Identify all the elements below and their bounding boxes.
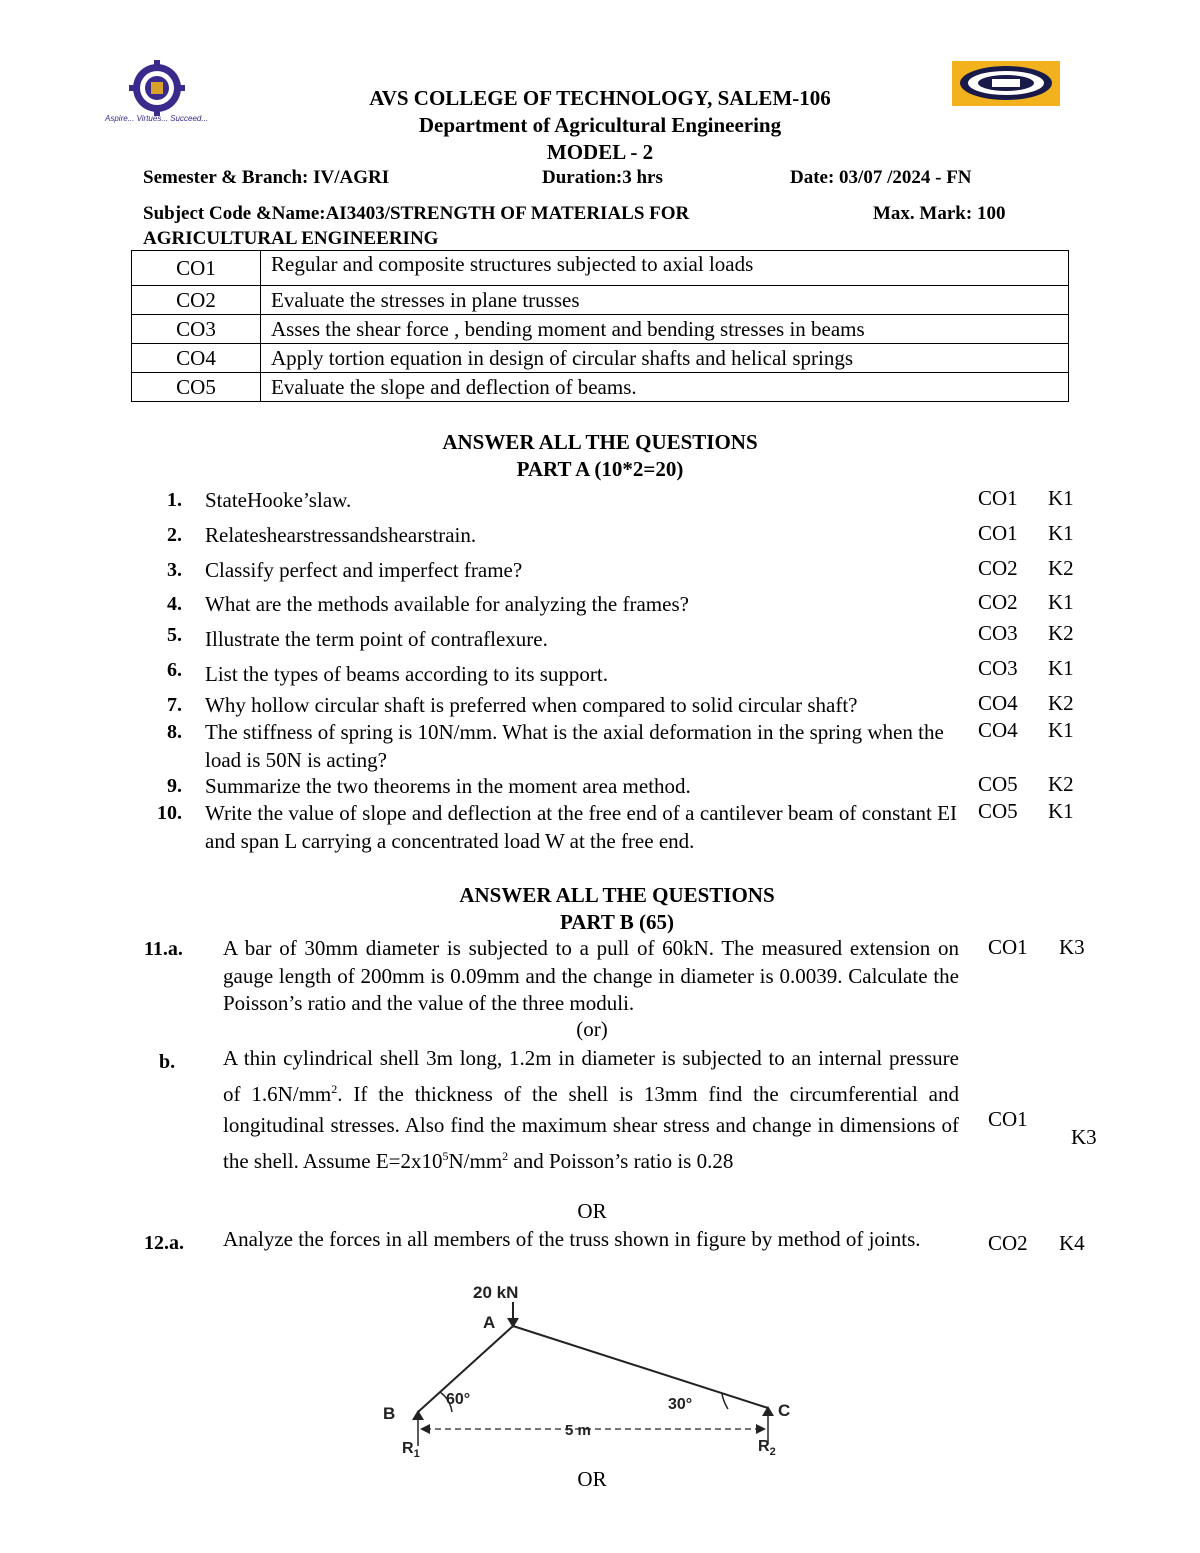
- superscript: 5: [442, 1149, 449, 1163]
- co-code: CO1: [132, 251, 261, 286]
- knowledge-level: K1: [1048, 486, 1074, 510]
- knowledge-level: K1: [1048, 799, 1074, 823]
- course-outcomes-table: [131, 250, 1069, 402]
- question-number: 1.: [167, 489, 182, 511]
- co-code: CO5: [132, 373, 261, 402]
- reaction-subscript: 2: [769, 1446, 776, 1458]
- question-text: A bar of 30mm diameter is subjected to a pull of 60kN. The measured extension on gauge length of 200mm is 0.09mm and the change in diameter is 0.0039. Calculate the Poisson’s ratio and the value of the three moduli.: [223, 936, 959, 1015]
- question-number: 9.: [167, 775, 182, 797]
- question-text: List the types of beams according to its support.: [205, 662, 609, 686]
- question-text-part: N/mm: [448, 1149, 503, 1173]
- co-description: Evaluate the slope and deflection of beams.: [261, 373, 1069, 402]
- question-text: The stiffness of spring is 10N/mm. What is the axial deformation in the spring when the load is 50N is acting?: [205, 720, 944, 772]
- exam-name: MODEL - 2: [546, 140, 654, 164]
- co-row: [132, 251, 1069, 286]
- co-mapping: CO1: [988, 1107, 1028, 1131]
- question-text: Analyze the forces in all members of the truss shown in figure by method of joints.: [223, 1227, 921, 1251]
- co-mapping: CO3: [978, 621, 1018, 645]
- knowledge-level: K2: [1048, 556, 1074, 580]
- question-text: StateHooke’slaw.: [205, 488, 352, 512]
- co-description: Regular and composite structures subjected to axial loads: [261, 251, 1069, 286]
- part-b-instruction: ANSWER ALL THE QUESTIONS: [459, 883, 775, 907]
- question-text-part: and Poisson’s ratio is 0.28: [508, 1149, 734, 1173]
- co-description: Asses the shear force , bending moment and bending stresses in beams: [261, 315, 1069, 344]
- co-mapping: CO2: [978, 590, 1018, 614]
- reaction-symbol: R: [402, 1440, 414, 1457]
- joint-c-label: C: [778, 1401, 791, 1420]
- knowledge-level: K2: [1048, 621, 1074, 645]
- co-code: CO2: [132, 286, 261, 315]
- question-number: 10.: [157, 802, 182, 824]
- span-label: 5 m: [565, 1422, 591, 1439]
- or-separator: (or): [576, 1017, 608, 1041]
- question-number: 5.: [167, 624, 182, 646]
- co-mapping: CO4: [978, 718, 1018, 742]
- or-separator: OR: [577, 1199, 607, 1223]
- question-text: Relateshearstressandshearstrain.: [205, 523, 477, 547]
- knowledge-level: K2: [1048, 772, 1074, 796]
- question-text: Illustrate the term point of contraflexure.: [205, 627, 548, 651]
- co-mapping: CO3: [978, 656, 1018, 680]
- co-mapping: CO1: [978, 486, 1018, 510]
- knowledge-level: K1: [1048, 521, 1074, 545]
- reaction-symbol: R: [758, 1438, 770, 1455]
- knowledge-level: K2: [1048, 691, 1074, 715]
- semester-branch: Semester & Branch: IV/AGRI: [143, 167, 390, 188]
- truss-figure: [370, 1278, 810, 1463]
- co-row: [132, 286, 1069, 315]
- question-number: 2.: [167, 524, 182, 546]
- reaction-1-arrow-head: [412, 1410, 424, 1420]
- joint-a-label: A: [483, 1313, 496, 1332]
- question-text-part: A thin cylindrical shell 3m long, 1.2m in diameter is subjected to an internal pressure of 1.6N/mm: [223, 1046, 959, 1106]
- co-code: CO4: [132, 344, 261, 373]
- duration: Duration:3 hrs: [542, 167, 663, 188]
- reaction-1-label: [402, 1440, 420, 1460]
- question-text-part: . If the thickness of the shell is 13mm find the circumferential and longitudinal stresses. Also find the maximum shear stress and change in dimensions of the shell. Assume E=2x10: [223, 1082, 959, 1173]
- co-mapping: CO4: [978, 691, 1018, 715]
- superscript: 2: [502, 1149, 509, 1163]
- question-text: Summarize the two theorems in the moment area method.: [205, 774, 691, 798]
- part-a-instruction: ANSWER ALL THE QUESTIONS: [442, 430, 758, 454]
- part-a-title: PART A (10*2=20): [516, 457, 684, 481]
- member-ac: [513, 1326, 768, 1408]
- question-number: 11.a.: [144, 938, 183, 960]
- exam-date: Date: 03/07 /2024 - FN: [790, 167, 972, 188]
- question-number: 3.: [167, 559, 182, 581]
- knowledge-level: K3: [1059, 935, 1085, 959]
- question-text: [223, 1043, 959, 1177]
- co-mapping: CO2: [978, 556, 1018, 580]
- load-label: 20 kN: [473, 1283, 519, 1302]
- subject-line-1: Subject Code &Name:AI3403/STRENGTH OF MATERIALS FOR: [143, 203, 690, 224]
- co-row: [132, 315, 1069, 344]
- question-number: b.: [159, 1051, 176, 1073]
- co-mapping: CO1: [988, 935, 1028, 959]
- knowledge-level: K4: [1059, 1231, 1085, 1255]
- co-row: [132, 344, 1069, 373]
- question-number: 6.: [167, 659, 182, 681]
- joint-b-label: B: [383, 1404, 396, 1423]
- question-number: 12.a.: [144, 1232, 184, 1254]
- co-mapping: CO5: [978, 799, 1018, 823]
- knowledge-level: K1: [1048, 718, 1074, 742]
- question-number: 7.: [167, 694, 182, 716]
- angle-arc-c: [722, 1394, 728, 1409]
- or-separator: OR: [577, 1467, 607, 1491]
- reaction-subscript: 1: [413, 1448, 420, 1460]
- angle-c-label: 30°: [668, 1396, 693, 1413]
- co-row: [132, 373, 1069, 402]
- superscript: 2: [331, 1082, 338, 1096]
- knowledge-level: K3: [1071, 1125, 1097, 1149]
- co-mapping: CO1: [978, 521, 1018, 545]
- co-mapping: CO5: [978, 772, 1018, 796]
- question-text: What are the methods available for analyzing the frames?: [205, 592, 689, 616]
- knowledge-level: K1: [1048, 656, 1074, 680]
- part-b-title: PART B (65): [560, 910, 674, 934]
- dimension-arrow-right: [756, 1424, 766, 1434]
- subject-line-2: AGRICULTURAL ENGINEERING: [143, 228, 439, 249]
- question-text: Write the value of slope and deflection at the free end of a cantilever beam of constant EI and span L carrying a concentrated load W at the free end.: [205, 801, 957, 853]
- angle-b-label: 60°: [446, 1391, 471, 1408]
- department-name: Department of Agricultural Engineering: [418, 113, 782, 137]
- max-mark: Max. Mark: 100: [873, 203, 1006, 224]
- co-description: Evaluate the stresses in plane trusses: [261, 286, 1069, 315]
- question-number: 4.: [167, 593, 182, 615]
- question-text: Why hollow circular shaft is preferred when compared to solid circular shaft?: [205, 693, 858, 717]
- college-name: AVS COLLEGE OF TECHNOLOGY, SALEM-106: [369, 86, 831, 110]
- reaction-2-label: [758, 1438, 776, 1458]
- co-mapping: CO2: [988, 1231, 1028, 1255]
- co-description: Apply tortion equation in design of circular shafts and helical springs: [261, 344, 1069, 373]
- dimension-arrow-left: [420, 1424, 430, 1434]
- logo-tagline: Aspire... Virtues... Succeed...: [105, 114, 209, 123]
- question-text: Classify perfect and imperfect frame?: [205, 558, 523, 582]
- knowledge-level: K1: [1048, 590, 1074, 614]
- co-code: CO3: [132, 315, 261, 344]
- question-number: 8.: [167, 721, 182, 743]
